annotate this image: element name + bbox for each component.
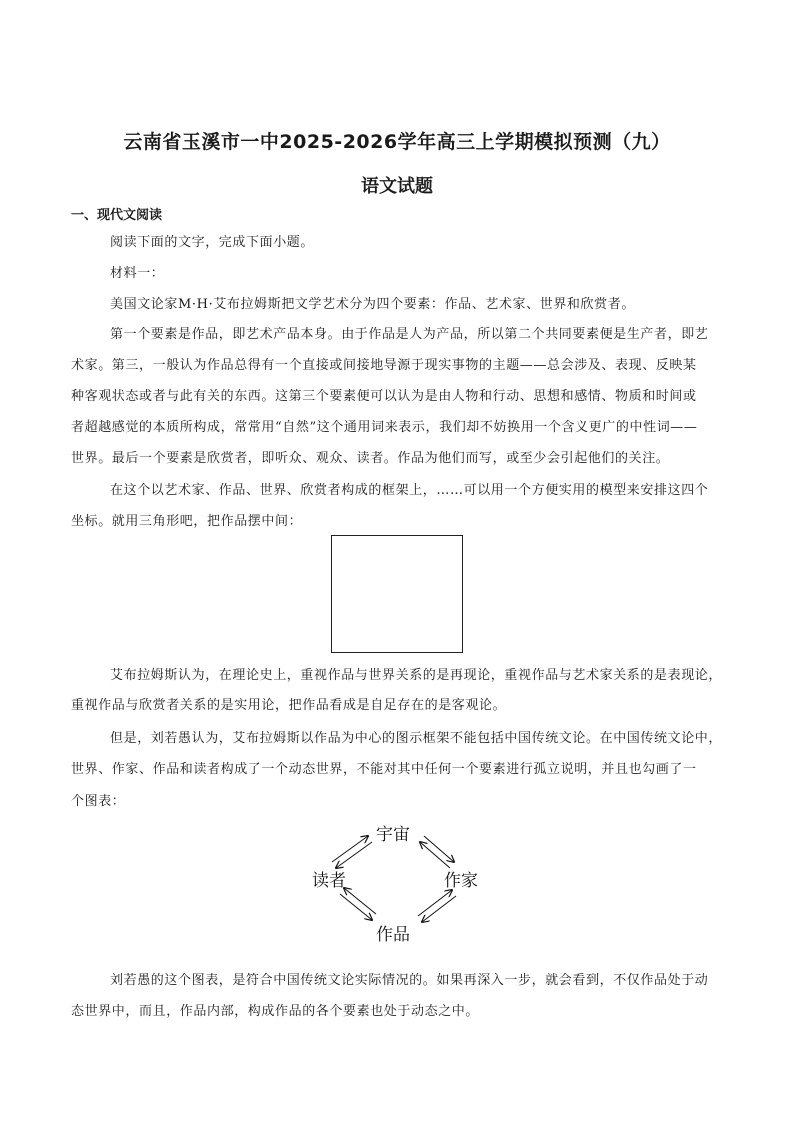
cycle-diagram: [300, 818, 500, 948]
paragraph-3-line: 坐标。就用三角形吧，把作品摆中间：: [71, 514, 303, 529]
section-heading: 一、现代文阅读: [71, 208, 163, 223]
paragraph-5-line: 但是，刘若愚认为，艾布拉姆斯以作品为中心的图示框架不能包括中国传统文论。在中国传统文论中，: [110, 731, 723, 746]
node-universe: 宇宙: [376, 825, 410, 845]
paragraph-3-line: 在这个以艺术家、作品、世界、欣赏者构成的框架上，……可以用一个方便实用的模型来安排这四个: [110, 483, 709, 498]
paragraph-5-line: 世界、作家、作品和读者构成了一个动态世界，不能对其中任何一个要素进行孤立说明，并且也勾画了一: [71, 762, 697, 777]
paragraph-1: 美国文论家M·H·艾布拉姆斯把文学艺术分为四个要素：作品、艺术家、世界和欣赏者。: [110, 297, 635, 312]
paragraph-2-line: 世界。最后一个要素是欣赏者，即听众、观众、读者。作品为他们而写，或至少会引起他们的关注。: [71, 451, 670, 466]
material-label: 材料一：: [110, 266, 165, 281]
paragraph-6-line: 刘若愚的这个图表，是符合中国传统文论实际情况的。如果再深入一步，就会看到，不仅作品处于动: [110, 973, 709, 988]
paragraph-6-line: 态世界中，而且，作品内部，构成作品的各个要素也处于动态之中。: [71, 1004, 480, 1019]
page-title: 云南省玉溪市一中2025-2026学年高三上学期模拟预测（九）: [123, 131, 671, 153]
paragraph-2-line: 者超越感觉的本质所构成，常常用“自然”这个通用词来表示，我们却不妨换用一个含义更广的中性词——: [71, 420, 698, 435]
node-work: 作品: [376, 925, 410, 945]
node-reader: 读者: [312, 871, 346, 891]
paragraph-2-line: 种客观状态或者与此有关的东西。这第三个要素便可以认为是由人物和行动、思想和感情、物质和时间或: [71, 389, 697, 404]
page-subtitle: 语文试题: [361, 176, 433, 197]
triangle-diagram-placeholder: [331, 535, 463, 653]
instructions: 阅读下面的文字，完成下面小题。: [110, 235, 315, 250]
paragraph-2-line: 第一个要素是作品，即艺术产品本身。由于作品是人为产品，所以第二个共同要素便是生产者，即艺: [110, 327, 709, 342]
paragraph-4-line: 艾布拉姆斯认为，在理论史上，重视作品与世界关系的是再现论，重视作品与艺术家关系的是表现论，: [110, 668, 723, 683]
paragraph-4-line: 重视作品与欣赏者关系的是实用论，把作品看成是自足存在的是客观论。: [71, 698, 507, 713]
node-writer: 作家: [444, 871, 478, 891]
paragraph-2-line: 术家。第三，一般认为作品总得有一个直接或间接地导源于现实事物的主题——总会涉及、表现、反映某: [71, 358, 697, 373]
paragraph-5-line: 个图表：: [71, 794, 126, 809]
